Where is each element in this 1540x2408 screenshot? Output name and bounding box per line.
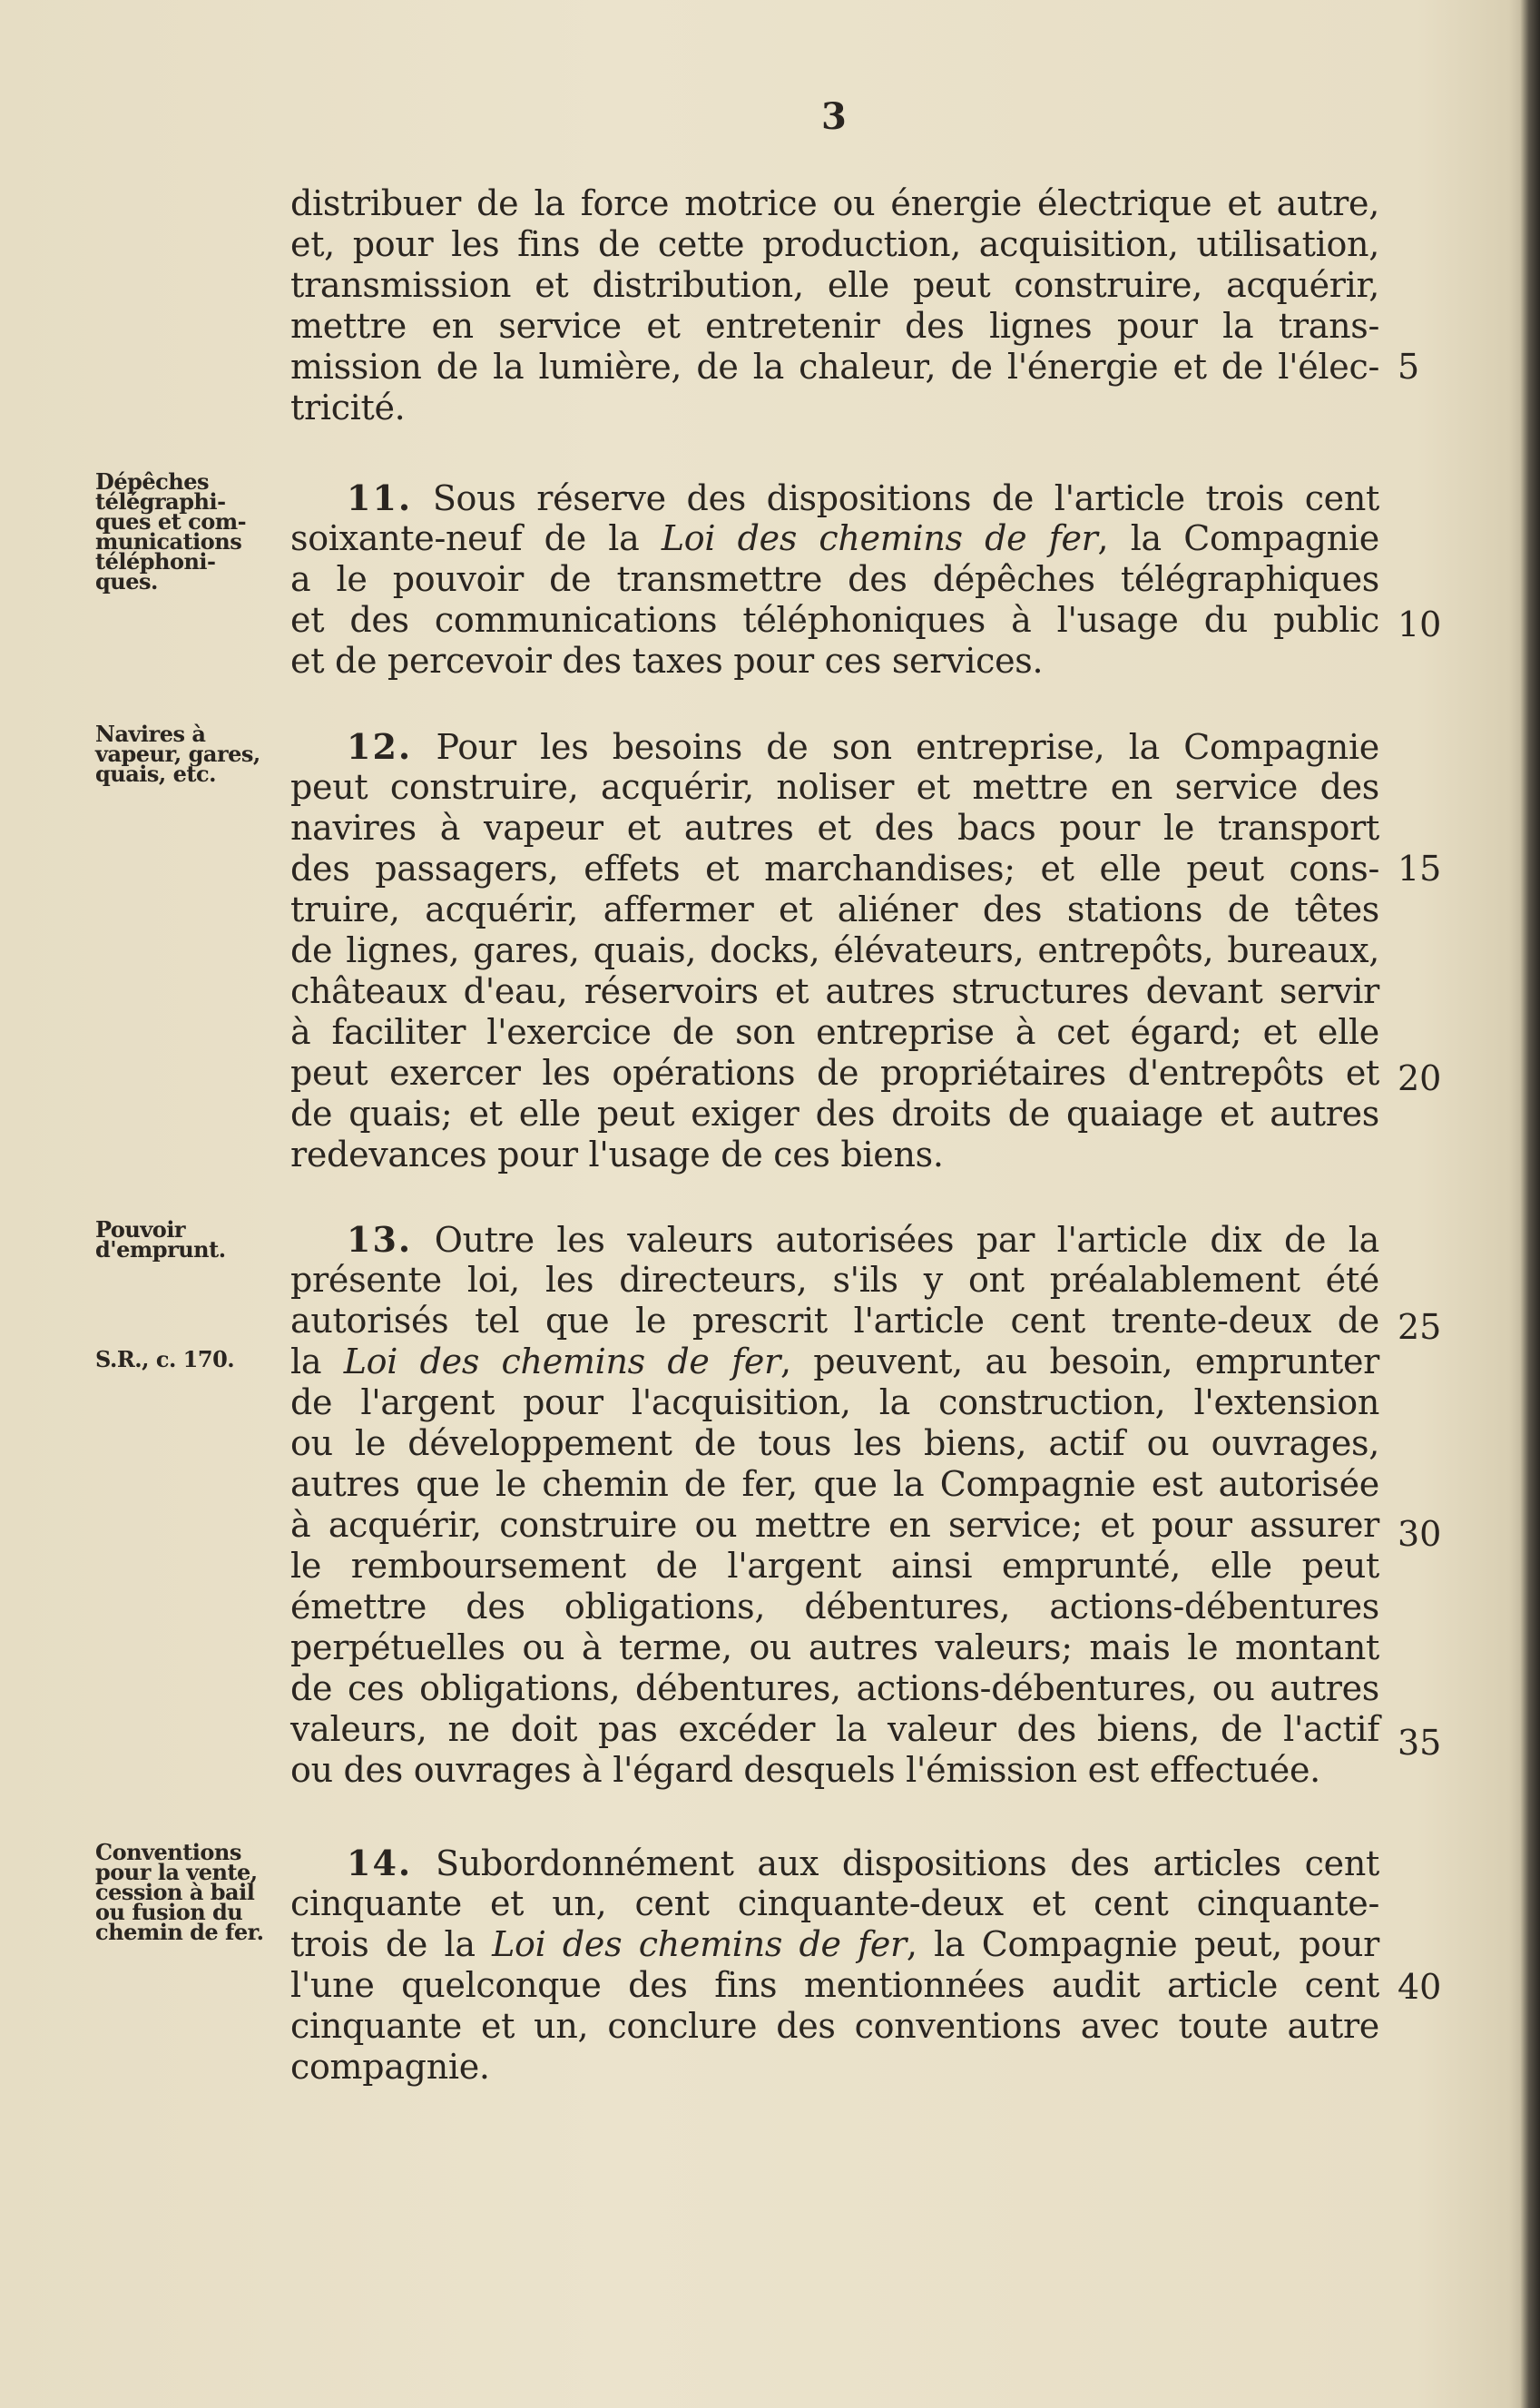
text-line: autres que le chemin de fer, que la Compagnie est autorisée [290,1464,1379,1504]
text-line [290,1219,1379,1260]
text-line: ou le développement de tous les biens, actif ou ouvrages, [290,1423,1379,1463]
text-line: de l'argent pour l'acquisition, la construction, l'extension [290,1382,1379,1422]
margin-note-art13 [95,1216,290,1263]
text-span: , la Compagnie peut, pour [906,1924,1380,1964]
act-title: Loi des chemins de fer [661,518,1098,558]
text-line [290,518,1379,559]
margin-note-art14 [95,1839,290,1945]
margin-note-line: cession à bail [95,1879,255,1905]
text-span: Subordonnément aux dispositions des articles cent [435,1843,1379,1883]
margin-note-line: quais, etc. [95,761,216,787]
text-line [290,1843,1379,1883]
margin-note-line: téléphoni- [95,548,216,575]
text-line [290,726,1379,767]
text-span: la [290,1342,344,1381]
margin-note-line: Conventions [95,1839,241,1865]
text-line: présente loi, les directeurs, s'ils y ont préalablement été [290,1260,1379,1300]
act-title: Loi des chemins de fer [492,1924,907,1964]
margin-note-line: ques. [95,568,158,595]
text-line: émettre des obligations, débentures, actions-débentures [290,1587,1379,1627]
margin-note-line: Dépêches [95,468,209,495]
page-number: 3 [821,95,847,138]
text-line: cinquante et un, cent cinquante-deux et cent cinquante- [290,1883,1379,1923]
text-line: et de percevoir des taxes pour ces services. [290,641,1044,681]
text-line: valeurs, ne doit pas excéder la valeur des biens, de l'actif [290,1709,1379,1749]
text-span: soixante-neuf de la [290,518,662,558]
article-12 [290,726,1379,1175]
article-number: 11. [347,477,413,518]
margin-note-line: ques et com- [95,508,247,535]
text-line: peut exercer les opérations de propriétaires d'entrepôts et [290,1053,1379,1093]
margin-note-line: ou fusion du [95,1899,243,1925]
text-line [290,477,1379,518]
margin-note-line: munications [95,528,242,555]
text-line: de ces obligations, débentures, actions-débentures, ou autres [290,1668,1379,1708]
article-13 [290,1219,1379,1791]
text-line: navires à vapeur et autres et des bacs pour le transport [290,808,1379,848]
text-line: mettre en service et entretenir des lignes pour la trans- [290,306,1379,346]
margin-note-line: Pouvoir [95,1216,186,1243]
margin-note-line: chemin de fer. [95,1919,264,1945]
margin-note-line: télégraphi- [95,488,226,515]
margin-note-line: pour la vente, [95,1859,258,1885]
margin-note-line: vapeur, gares, [95,741,260,767]
text-line: tricité. [290,388,406,428]
text-line: le remboursement de l'argent ainsi emprunté, elle peut [290,1546,1379,1586]
text-line: l'une quelconque des fins mentionnées audit article cent [290,1965,1379,2005]
line-number: 35 [1398,1723,1442,1763]
continuation-paragraph [290,183,1379,428]
text-line: compagnie. [290,2047,490,2087]
text-span: trois de la [290,1924,493,1964]
margin-note-art12 [95,721,290,787]
text-line: redevances pour l'usage de ces biens. [290,1135,944,1175]
margin-note-line: Navires à [95,721,206,747]
text-line: châteaux d'eau, réservoirs et autres structures devant servir [290,971,1379,1011]
line-number: 40 [1398,1967,1442,2007]
article-number: 13. [347,1219,413,1260]
text-line: des passagers, effets et marchandises; et elle peut cons- [290,849,1379,889]
text-line: peut construire, acquérir, noliser et mettre en service des [290,767,1379,807]
line-number: 5 [1398,347,1420,387]
text-line: et des communications téléphoniques à l'usage du public [290,600,1379,640]
text-line: perpétuelles ou à terme, ou autres valeurs; mais le montant [290,1627,1379,1667]
text-line [290,1342,1379,1382]
text-line: transmission et distribution, elle peut construire, acquérir, [290,265,1379,305]
text-line: distribuer de la force motrice ou énergie électrique et autre, [290,183,1379,223]
text-line: ou des ouvrages à l'égard desquels l'émission est effectuée. [290,1750,1320,1790]
line-number: 15 [1398,849,1442,889]
line-number: 10 [1398,604,1442,644]
text-span: Outre les valeurs autorisées par l'article dix de la [434,1220,1379,1260]
text-line: autorisés tel que le prescrit l'article cent trente-deux de [290,1301,1379,1341]
text-span: Pour les besoins de son entreprise, la Compagnie [436,727,1379,767]
article-number: 14. [347,1843,413,1883]
text-line: à faciliter l'exercice de son entreprise à cet égard; et elle [290,1012,1379,1052]
article-11 [290,477,1379,682]
margin-note-line: S.R., c. 170. [95,1346,235,1372]
text-line: de quais; et elle peut exiger des droits de quaiage et autres [290,1094,1379,1134]
text-span: , peuvent, au besoin, emprunter [780,1342,1379,1381]
article-number: 12. [347,726,413,767]
text-line: truire, acquérir, affermer et aliéner des stations de têtes [290,889,1379,929]
line-number: 20 [1398,1058,1442,1098]
text-span: Sous réserve des dispositions de l'article trois cent [432,478,1380,518]
article-14 [290,1843,1379,2088]
page-edge [1520,0,1540,2408]
text-line: à acquérir, construire ou mettre en service; et pour assurer [290,1505,1379,1545]
text-line: mission de la lumière, de la chaleur, de l'énergie et de l'élec- [290,347,1379,387]
text-line: a le pouvoir de transmettre des dépêches télégraphiques [290,559,1379,599]
margin-note-line: d'emprunt. [95,1236,226,1263]
text-span: , la Compagnie [1097,518,1379,558]
line-number: 25 [1398,1307,1442,1347]
statute-reference [95,1346,290,1372]
margin-note-art11 [95,468,290,595]
text-line [290,1924,1379,1965]
line-number: 30 [1398,1514,1442,1554]
text-line: de lignes, gares, quais, docks, élévateurs, entrepôts, bureaux, [290,930,1379,970]
act-title: Loi des chemins de fer [343,1342,780,1381]
text-line: cinquante et un, conclure des conventions avec toute autre [290,2006,1379,2046]
text-line: et, pour les fins de cette production, acquisition, utilisation, [290,224,1379,264]
